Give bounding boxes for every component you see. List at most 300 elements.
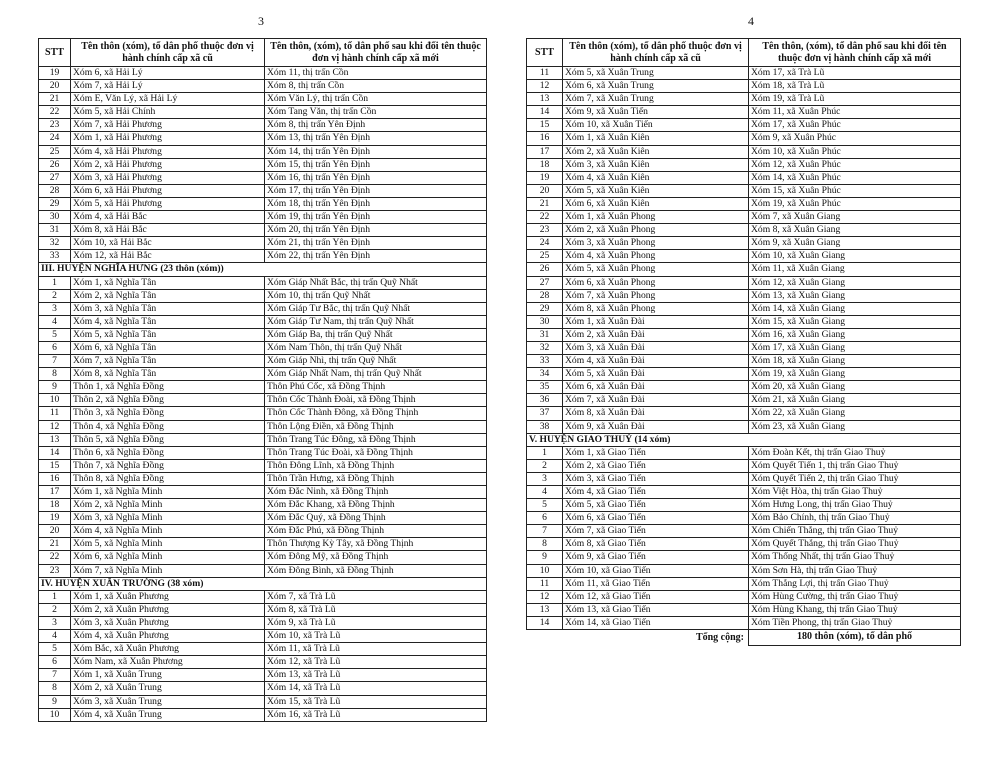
row-old-name: Thôn 4, xã Nghĩa Đồng xyxy=(71,420,265,433)
header-stt: STT xyxy=(527,39,563,67)
table-row xyxy=(527,93,961,106)
row-new-name: Xóm Đắc Quý, xã Đồng Thịnh xyxy=(265,512,487,525)
row-new-name: Xóm Đắc Khang, xã Đồng Thịnh xyxy=(265,499,487,512)
row-new-name: Xóm 23, xã Xuân Giang xyxy=(749,420,961,433)
row-old-name: Xóm 3, xã Nghĩa Tân xyxy=(71,302,265,315)
rename-table-left xyxy=(38,38,487,722)
row-new-name: Xóm 17, xã Xuân Phúc xyxy=(749,119,961,132)
table-row xyxy=(39,289,487,302)
table-row xyxy=(527,538,961,551)
table-row xyxy=(527,276,961,289)
row-stt: 12 xyxy=(527,590,563,603)
row-new-name: Xóm 17, thị trấn Yên Định xyxy=(265,184,487,197)
row-old-name: Thôn 5, xã Nghĩa Đồng xyxy=(71,433,265,446)
row-new-name: Xóm 22, xã Xuân Giang xyxy=(749,407,961,420)
row-old-name: Xóm 7, xã Hải Phương xyxy=(71,119,265,132)
row-old-name: Xóm 6, xã Xuân Phong xyxy=(563,276,749,289)
row-stt: 24 xyxy=(39,132,71,145)
row-old-name: Xóm 1, xã Xuân Kiên xyxy=(563,132,749,145)
row-new-name: Xóm Đông Mỹ, xã Đồng Thịnh xyxy=(265,551,487,564)
row-new-name: Xóm 8, xã Trà Lũ xyxy=(265,603,487,616)
row-new-name: Thôn Cốc Thành Đông, xã Đồng Thịnh xyxy=(265,407,487,420)
row-old-name: Xóm 8, xã Nghĩa Tân xyxy=(71,368,265,381)
row-new-name: Xóm 15, thị trấn Yên Định xyxy=(265,158,487,171)
header-old-name: Tên thôn (xóm), tổ dân phố thuộc đơn vị hành chính cấp xã cũ xyxy=(71,39,265,67)
table-row xyxy=(39,420,487,433)
row-stt: 18 xyxy=(39,499,71,512)
row-stt: 12 xyxy=(527,80,563,93)
table-row xyxy=(527,486,961,499)
row-stt: 1 xyxy=(527,446,563,459)
table-row xyxy=(39,459,487,472)
row-stt: 23 xyxy=(527,224,563,237)
row-old-name: Xóm 6, xã Xuân Kiên xyxy=(563,197,749,210)
row-stt: 31 xyxy=(527,328,563,341)
table-row xyxy=(39,512,487,525)
table-row xyxy=(39,132,487,145)
row-old-name: Xóm 2, xã Xuân Kiên xyxy=(563,145,749,158)
table-row xyxy=(39,211,487,224)
row-stt: 10 xyxy=(39,394,71,407)
row-stt: 1 xyxy=(39,276,71,289)
table-row xyxy=(527,616,961,629)
table-row xyxy=(527,315,961,328)
row-stt: 3 xyxy=(39,302,71,315)
row-old-name: Thôn 7, xã Nghĩa Đồng xyxy=(71,459,265,472)
row-new-name: Xóm Nam Thôn, thị trấn Quỹ Nhất xyxy=(265,341,487,354)
row-old-name: Xóm 3, xã Xuân Phong xyxy=(563,237,749,250)
row-old-name: Xóm 3, xã Giao Tiến xyxy=(563,472,749,485)
table-row xyxy=(39,643,487,656)
row-old-name: Thôn 1, xã Nghĩa Đồng xyxy=(71,381,265,394)
row-new-name: Xóm 15, xã Xuân Phúc xyxy=(749,184,961,197)
row-stt: 7 xyxy=(39,669,71,682)
row-new-name: Xóm 19, xã Xuân Phúc xyxy=(749,197,961,210)
row-new-name: Xóm 11, xã Trà Lũ xyxy=(265,643,487,656)
section-title: IV. HUYỆN XUÂN TRƯỜNG (38 xóm) xyxy=(39,577,487,590)
row-new-name: Xóm Sơn Hà, thị trấn Giao Thuỷ xyxy=(749,564,961,577)
row-old-name: Xóm 1, xã Xuân Đài xyxy=(563,315,749,328)
table-row xyxy=(527,224,961,237)
table-row xyxy=(527,302,961,315)
row-stt: 35 xyxy=(527,381,563,394)
row-stt: 15 xyxy=(39,459,71,472)
row-old-name: Xóm E, Văn Lý, xã Hải Lý xyxy=(71,93,265,106)
row-old-name: Xóm 7, xã Xuân Trung xyxy=(563,93,749,106)
row-new-name: Xóm 7, xã Xuân Giang xyxy=(749,211,961,224)
page-number-left: 3 xyxy=(258,14,264,28)
row-new-name: Xóm 19, xã Trà Lũ xyxy=(749,93,961,106)
table-row xyxy=(527,577,961,590)
table-row xyxy=(527,197,961,210)
row-new-name: Xóm 12, xã Trà Lũ xyxy=(265,656,487,669)
row-old-name: Xóm 2, xã Xuân Phương xyxy=(71,603,265,616)
row-old-name: Xóm 3, xã Nghĩa Minh xyxy=(71,512,265,525)
table-row xyxy=(39,355,487,368)
table-row xyxy=(39,171,487,184)
row-new-name: Xóm 12, xã Xuân Phúc xyxy=(749,158,961,171)
table-row xyxy=(527,564,961,577)
row-new-name: Xóm 7, xã Trà Lũ xyxy=(265,590,487,603)
row-old-name: Xóm 2, xã Xuân Đài xyxy=(563,328,749,341)
row-stt: 29 xyxy=(39,197,71,210)
table-row xyxy=(39,407,487,420)
row-stt: 20 xyxy=(39,525,71,538)
row-new-name: Xóm 13, xã Trà Lũ xyxy=(265,669,487,682)
table-row xyxy=(527,237,961,250)
row-old-name: Xóm 8, xã Xuân Phong xyxy=(563,302,749,315)
table-row xyxy=(527,211,961,224)
row-stt: 25 xyxy=(39,145,71,158)
row-new-name: Xóm 12, xã Xuân Giang xyxy=(749,276,961,289)
row-stt: 11 xyxy=(39,407,71,420)
table-row xyxy=(527,525,961,538)
row-new-name: Xóm 20, thị trấn Yên Định xyxy=(265,224,487,237)
row-stt: 30 xyxy=(527,315,563,328)
row-old-name: Xóm 5, xã Nghĩa Minh xyxy=(71,538,265,551)
row-new-name: Xóm Giáp Nhất Nam, thị trấn Quỹ Nhất xyxy=(265,368,487,381)
table-row xyxy=(527,446,961,459)
left-page xyxy=(38,38,486,722)
section-row xyxy=(39,577,487,590)
row-stt: 33 xyxy=(39,250,71,263)
row-old-name: Xóm 2, xã Nghĩa Tân xyxy=(71,289,265,302)
row-new-name: Xóm Quyết Tiến 1, thị trấn Giao Thuỷ xyxy=(749,459,961,472)
row-stt: 14 xyxy=(527,616,563,629)
row-old-name: Xóm 1, xã Nghĩa Minh xyxy=(71,486,265,499)
row-stt: 20 xyxy=(39,80,71,93)
row-old-name: Xóm 9, xã Xuân Tiến xyxy=(563,106,749,119)
row-stt: 24 xyxy=(527,237,563,250)
row-stt: 32 xyxy=(527,341,563,354)
row-old-name: Xóm 6, xã Hải Lý xyxy=(71,67,265,80)
row-stt: 7 xyxy=(39,355,71,368)
row-new-name: Xóm Giáp Nhất Bắc, thị trấn Quỹ Nhất xyxy=(265,276,487,289)
row-stt: 27 xyxy=(527,276,563,289)
row-stt: 6 xyxy=(39,656,71,669)
table-row xyxy=(527,355,961,368)
row-stt: 19 xyxy=(39,67,71,80)
row-old-name: Xóm 3, xã Xuân Đài xyxy=(563,341,749,354)
row-stt: 29 xyxy=(527,302,563,315)
row-old-name: Xóm 5, xã Xuân Kiên xyxy=(563,184,749,197)
row-old-name: Thôn 3, xã Nghĩa Đồng xyxy=(71,407,265,420)
table-row xyxy=(39,302,487,315)
row-new-name: Xóm 8, xã Xuân Giang xyxy=(749,224,961,237)
table-row xyxy=(39,224,487,237)
table-row xyxy=(39,616,487,629)
table-row xyxy=(39,695,487,708)
header-old-name: Tên thôn (xóm), tổ dân phố thuộc đơn vị hành chính cấp xã cũ xyxy=(563,39,749,67)
row-stt: 34 xyxy=(527,368,563,381)
table-row xyxy=(39,315,487,328)
row-new-name: Thôn Trang Túc Đoài, xã Đồng Thịnh xyxy=(265,446,487,459)
row-old-name: Xóm 5, xã Hải Phương xyxy=(71,197,265,210)
row-old-name: Xóm 3, xã Xuân Trung xyxy=(71,695,265,708)
row-new-name: Xóm 11, xã Xuân Giang xyxy=(749,263,961,276)
row-stt: 20 xyxy=(527,184,563,197)
row-old-name: Xóm 1, xã Xuân Phương xyxy=(71,590,265,603)
row-old-name: Xóm 4, xã Hải Bắc xyxy=(71,211,265,224)
table-row xyxy=(527,119,961,132)
row-stt: 28 xyxy=(527,289,563,302)
row-stt: 28 xyxy=(39,184,71,197)
row-new-name: Xóm 15, xã Trà Lũ xyxy=(265,695,487,708)
row-stt: 7 xyxy=(527,525,563,538)
table-row xyxy=(527,341,961,354)
table-row xyxy=(39,551,487,564)
row-stt: 4 xyxy=(39,315,71,328)
row-stt: 8 xyxy=(39,368,71,381)
row-stt: 23 xyxy=(39,119,71,132)
row-old-name: Xóm 1, xã Xuân Phong xyxy=(563,211,749,224)
table-row xyxy=(39,538,487,551)
table-row xyxy=(39,237,487,250)
table-row xyxy=(527,512,961,525)
row-new-name: Xóm Tang Văn, thị trấn Cồn xyxy=(265,106,487,119)
row-new-name: Xóm 8, thị trấn Yên Định xyxy=(265,119,487,132)
row-stt: 14 xyxy=(527,106,563,119)
row-stt: 5 xyxy=(39,328,71,341)
row-old-name: Xóm 6, xã Hải Phương xyxy=(71,184,265,197)
row-stt: 6 xyxy=(39,341,71,354)
row-new-name: Xóm 10, thị trấn Quỹ Nhất xyxy=(265,289,487,302)
row-stt: 27 xyxy=(39,171,71,184)
table-row xyxy=(39,630,487,643)
row-stt: 17 xyxy=(527,145,563,158)
row-new-name: Xóm Quyết Tiến 2, thị trấn Giao Thuỷ xyxy=(749,472,961,485)
row-stt: 6 xyxy=(527,512,563,525)
row-stt: 5 xyxy=(39,643,71,656)
row-stt: 4 xyxy=(39,630,71,643)
row-new-name: Thôn Trang Túc Đông, xã Đồng Thịnh xyxy=(265,433,487,446)
row-new-name: Xóm 16, thị trấn Yên Định xyxy=(265,171,487,184)
table-row xyxy=(527,328,961,341)
row-old-name: Xóm 4, xã Xuân Trung xyxy=(71,708,265,721)
table-row xyxy=(527,184,961,197)
row-new-name: Xóm 9, xã Xuân Giang xyxy=(749,237,961,250)
table-row xyxy=(39,158,487,171)
row-old-name: Xóm 12, xã Giao Tiến xyxy=(563,590,749,603)
table-row xyxy=(39,119,487,132)
row-old-name: Xóm 14, xã Giao Tiến xyxy=(563,616,749,629)
rename-table-right xyxy=(526,38,961,646)
row-stt: 21 xyxy=(39,93,71,106)
row-new-name: Xóm 21, xã Xuân Giang xyxy=(749,394,961,407)
header-stt: STT xyxy=(39,39,71,67)
row-new-name: Xóm 18, xã Trà Lũ xyxy=(749,80,961,93)
row-old-name: Xóm 5, xã Xuân Trung xyxy=(563,67,749,80)
table-row xyxy=(39,486,487,499)
row-stt: 19 xyxy=(39,512,71,525)
row-old-name: Xóm 9, xã Xuân Đài xyxy=(563,420,749,433)
row-old-name: Xóm 7, xã Xuân Phong xyxy=(563,289,749,302)
row-old-name: Xóm 4, xã Xuân Kiên xyxy=(563,171,749,184)
row-stt: 32 xyxy=(39,237,71,250)
row-old-name: Xóm 1, xã Hải Phương xyxy=(71,132,265,145)
row-old-name: Xóm 6, xã Giao Tiến xyxy=(563,512,749,525)
table-row xyxy=(527,603,961,616)
row-new-name: Xóm 17, xã Trà Lũ xyxy=(749,67,961,80)
row-new-name: Xóm Hùng Khang, thị trấn Giao Thuỷ xyxy=(749,603,961,616)
table-row xyxy=(527,158,961,171)
page-number-right: 4 xyxy=(748,14,754,28)
row-stt: 2 xyxy=(527,459,563,472)
row-old-name: Xóm 4, xã Nghĩa Tân xyxy=(71,315,265,328)
row-old-name: Xóm 2, xã Xuân Phong xyxy=(563,224,749,237)
table-row xyxy=(527,80,961,93)
row-new-name: Xóm 16, xã Trà Lũ xyxy=(265,708,487,721)
row-new-name: Xóm Đắc Phú, xã Đồng Thịnh xyxy=(265,525,487,538)
table-row xyxy=(39,145,487,158)
row-stt: 4 xyxy=(527,486,563,499)
row-new-name: Thôn Phú Cốc, xã Đồng Thịnh xyxy=(265,381,487,394)
row-stt: 30 xyxy=(39,211,71,224)
row-new-name: Xóm 14, xã Trà Lũ xyxy=(265,682,487,695)
row-new-name: Thôn Thượng Kỳ Tây, xã Đồng Thịnh xyxy=(265,538,487,551)
row-stt: 22 xyxy=(527,211,563,224)
row-old-name: Xóm 2, xã Nghĩa Minh xyxy=(71,499,265,512)
section-title: III. HUYỆN NGHĨA HƯNG (23 thôn (xóm)) xyxy=(39,263,487,276)
row-new-name: Xóm 18, thị trấn Yên Định xyxy=(265,197,487,210)
row-new-name: Xóm Đông Bình, xã Đồng Thịnh xyxy=(265,564,487,577)
row-new-name: Xóm Việt Hòa, thị trấn Giao Thuỷ xyxy=(749,486,961,499)
row-new-name: Xóm Quyết Thắng, thị trấn Giao Thuỷ xyxy=(749,538,961,551)
row-stt: 2 xyxy=(39,603,71,616)
row-stt: 9 xyxy=(39,381,71,394)
table-row xyxy=(527,407,961,420)
row-stt: 23 xyxy=(39,564,71,577)
row-new-name: Xóm 14, thị trấn Yên Định xyxy=(265,145,487,158)
row-new-name: Xóm 10, xã Xuân Phúc xyxy=(749,145,961,158)
row-stt: 14 xyxy=(39,446,71,459)
row-old-name: Xóm 7, xã Xuân Đài xyxy=(563,394,749,407)
table-row xyxy=(39,682,487,695)
row-old-name: Xóm 10, xã Hải Bắc xyxy=(71,237,265,250)
right-page xyxy=(526,38,960,646)
row-old-name: Xóm 5, xã Xuân Đài xyxy=(563,368,749,381)
row-old-name: Xóm 10, xã Giao Tiến xyxy=(563,564,749,577)
table-row xyxy=(527,132,961,145)
row-new-name: Xóm 8, thị trấn Cồn xyxy=(265,80,487,93)
table-row xyxy=(39,656,487,669)
row-stt: 13 xyxy=(39,433,71,446)
row-new-name: Xóm 9, xã Trà Lũ xyxy=(265,616,487,629)
row-old-name: Xóm 3, xã Xuân Phương xyxy=(71,616,265,629)
row-stt: 2 xyxy=(39,289,71,302)
row-new-name: Xóm 18, xã Xuân Giang xyxy=(749,355,961,368)
row-stt: 16 xyxy=(39,472,71,485)
row-stt: 3 xyxy=(527,472,563,485)
row-new-name: Xóm Thắng Lợi, thị trấn Giao Thuỷ xyxy=(749,577,961,590)
row-stt: 10 xyxy=(527,564,563,577)
table-row xyxy=(527,171,961,184)
row-old-name: Xóm 5, xã Xuân Phong xyxy=(563,263,749,276)
table-row xyxy=(527,106,961,119)
row-new-name: Xóm Tiền Phong, thị trấn Giao Thuỷ xyxy=(749,616,961,629)
row-new-name: Thôn Cốc Thành Đoài, xã Đồng Thịnh xyxy=(265,394,487,407)
row-old-name: Xóm Bắc, xã Xuân Phương xyxy=(71,643,265,656)
row-new-name: Xóm Hưng Long, thị trấn Giao Thuỷ xyxy=(749,499,961,512)
row-stt: 19 xyxy=(527,171,563,184)
row-new-name: Thôn Đông Lĩnh, xã Đồng Thịnh xyxy=(265,459,487,472)
row-stt: 22 xyxy=(39,551,71,564)
row-old-name: Xóm 4, xã Giao Tiến xyxy=(563,486,749,499)
table-row xyxy=(527,459,961,472)
table-row xyxy=(527,67,961,80)
row-old-name: Thôn 8, xã Nghĩa Đồng xyxy=(71,472,265,485)
row-new-name: Xóm Giáp Tư Nam, thị trấn Quỹ Nhất xyxy=(265,315,487,328)
table-row xyxy=(39,499,487,512)
table-row xyxy=(39,250,487,263)
row-new-name: Xóm 17, xã Xuân Giang xyxy=(749,341,961,354)
row-old-name: Xóm 4, xã Xuân Phương xyxy=(71,630,265,643)
row-old-name: Xóm 7, xã Giao Tiến xyxy=(563,525,749,538)
table-row xyxy=(527,250,961,263)
section-title: V. HUYỆN GIAO THUỶ (14 xóm) xyxy=(527,433,961,446)
row-new-name: Xóm Giáp Tư Bắc, thị trấn Quỹ Nhất xyxy=(265,302,487,315)
row-old-name: Xóm 6, xã Xuân Trung xyxy=(563,80,749,93)
row-old-name: Xóm Nam, xã Xuân Phương xyxy=(71,656,265,669)
row-stt: 10 xyxy=(39,708,71,721)
row-old-name: Xóm 2, xã Xuân Trung xyxy=(71,682,265,695)
table-row xyxy=(527,263,961,276)
table-row xyxy=(39,590,487,603)
row-new-name: Xóm Đắc Ninh, xã Đồng Thịnh xyxy=(265,486,487,499)
row-new-name: Xóm 21, thị trấn Yên Định xyxy=(265,237,487,250)
row-stt: 9 xyxy=(39,695,71,708)
row-stt: 33 xyxy=(527,355,563,368)
row-old-name: Xóm 4, xã Xuân Phong xyxy=(563,250,749,263)
table-row xyxy=(39,603,487,616)
row-old-name: Xóm 6, xã Nghĩa Minh xyxy=(71,551,265,564)
row-stt: 8 xyxy=(39,682,71,695)
row-stt: 18 xyxy=(527,158,563,171)
row-stt: 11 xyxy=(527,577,563,590)
row-stt: 9 xyxy=(527,551,563,564)
table-row xyxy=(39,67,487,80)
row-new-name: Xóm 11, xã Xuân Phúc xyxy=(749,106,961,119)
table-row xyxy=(39,472,487,485)
row-stt: 22 xyxy=(39,106,71,119)
row-new-name: Xóm 13, xã Xuân Giang xyxy=(749,289,961,302)
total-row xyxy=(527,630,961,646)
row-old-name: Xóm 9, xã Giao Tiến xyxy=(563,551,749,564)
row-stt: 13 xyxy=(527,93,563,106)
table-row xyxy=(39,433,487,446)
row-new-name: Xóm Giáp Nhì, thị trấn Quỹ Nhất xyxy=(265,355,487,368)
table-row xyxy=(39,184,487,197)
row-new-name: Xóm Bảo Chính, thị trấn Giao Thuỷ xyxy=(749,512,961,525)
row-stt: 3 xyxy=(39,616,71,629)
table-row xyxy=(39,564,487,577)
row-old-name: Xóm 8, xã Xuân Đài xyxy=(563,407,749,420)
row-old-name: Xóm 8, xã Giao Tiến xyxy=(563,538,749,551)
row-old-name: Xóm 5, xã Nghĩa Tân xyxy=(71,328,265,341)
row-new-name: Xóm Văn Lý, thị trấn Cồn xyxy=(265,93,487,106)
row-new-name: Xóm 22, thị trấn Yên Định xyxy=(265,250,487,263)
row-old-name: Xóm 6, xã Xuân Đài xyxy=(563,381,749,394)
row-stt: 38 xyxy=(527,420,563,433)
table-row xyxy=(39,708,487,721)
row-old-name: Thôn 6, xã Nghĩa Đồng xyxy=(71,446,265,459)
row-new-name: Thôn Trần Hưng, xã Đồng Thịnh xyxy=(265,472,487,485)
row-old-name: Xóm 1, xã Giao Tiến xyxy=(563,446,749,459)
row-new-name: Xóm 15, xã Xuân Giang xyxy=(749,315,961,328)
table-row xyxy=(39,525,487,538)
row-new-name: Xóm 19, thị trấn Yên Định xyxy=(265,211,487,224)
row-old-name: Xóm 3, xã Xuân Kiên xyxy=(563,158,749,171)
